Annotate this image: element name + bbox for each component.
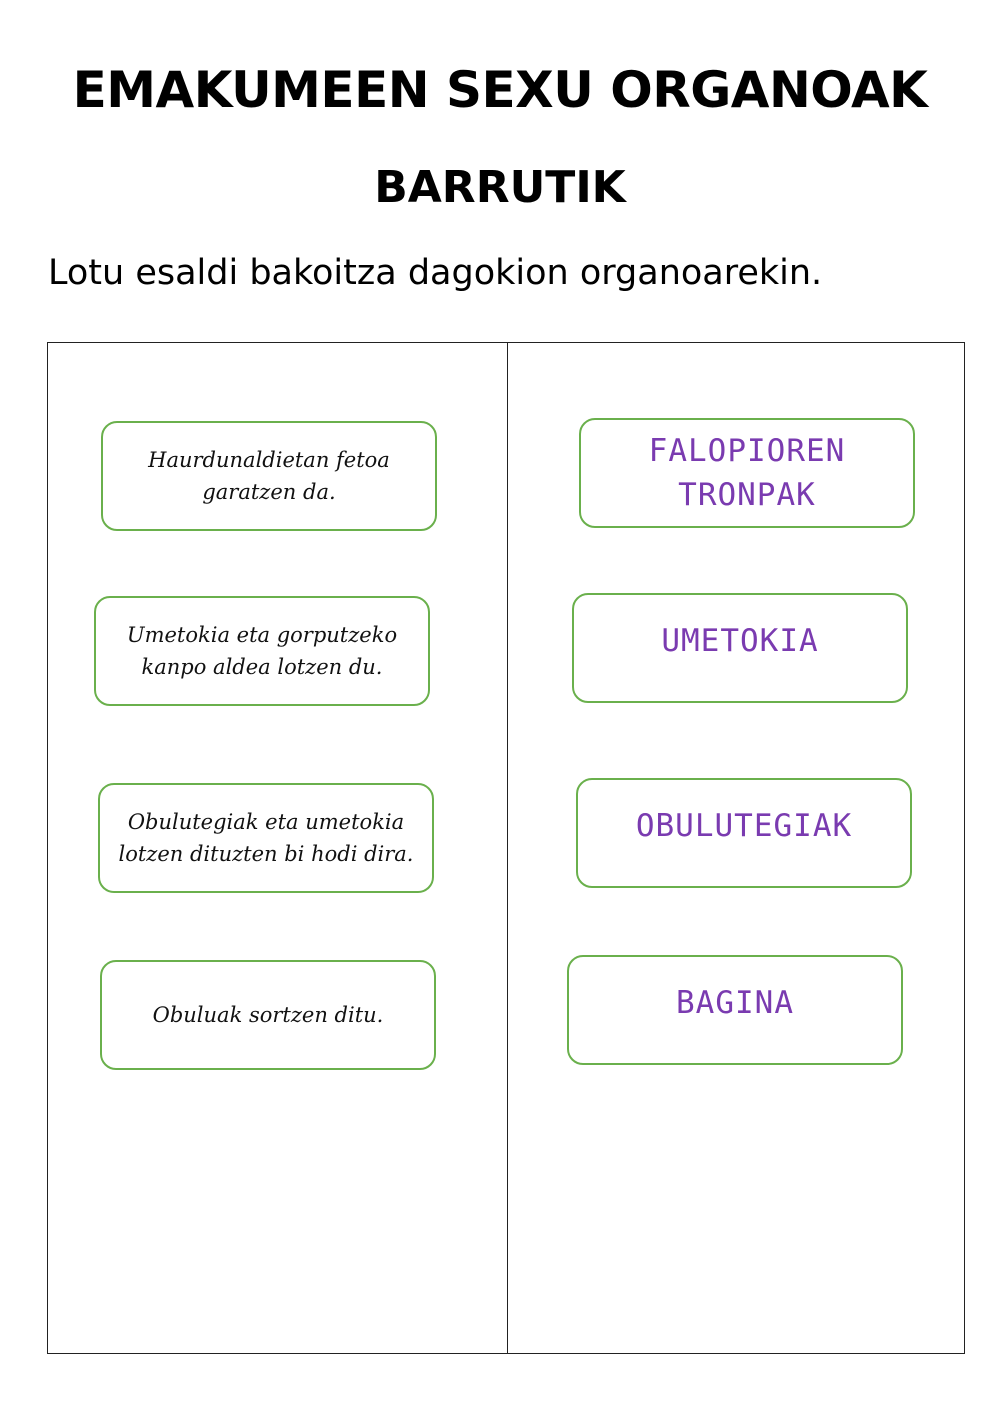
organ-card-3-line1: OBULUTEGIAK	[635, 808, 853, 844]
instruction-text: Lotu esaldi bakoitza dagokion organoarekin.	[48, 253, 823, 293]
organ-card-4-line1: BAGINA	[676, 985, 794, 1021]
page-title: EMAKUMEEN SEXU ORGANOAK	[72, 61, 928, 119]
organ-card-4[interactable]	[567, 955, 903, 1065]
sentence-card-3[interactable]	[98, 783, 434, 893]
sentence-card-1-line1: Haurdunaldietan fetoa	[148, 448, 390, 472]
column-divider	[507, 343, 508, 1353]
organ-card-1-line2: TRONPAK	[678, 477, 816, 513]
sentence-card-2[interactable]	[94, 596, 430, 706]
organ-card-2-line1: UMETOKIA	[661, 623, 819, 659]
sentence-card-4-line1: Obuluak sortzen ditu.	[152, 1003, 384, 1027]
organ-card-1-line1: FALOPIOREN	[648, 433, 846, 469]
matching-table	[47, 342, 965, 1354]
organ-card-1[interactable]	[579, 418, 915, 528]
sentence-card-3-line1: Obulutegiak eta umetokia	[127, 810, 405, 834]
organ-card-2[interactable]	[572, 593, 908, 703]
organ-card-3[interactable]	[576, 778, 912, 888]
sentence-card-2-line2: kanpo aldea lotzen du.	[141, 655, 383, 679]
sentence-card-4[interactable]	[100, 960, 436, 1070]
page-subtitle: BARRUTIK	[374, 162, 626, 213]
sentence-card-3-line2: lotzen dituzten bi hodi dira.	[118, 842, 414, 866]
sentence-card-1[interactable]	[101, 421, 437, 531]
sentence-card-1-line2: garatzen da.	[202, 480, 336, 504]
sentence-card-2-line1: Umetokia eta gorputzeko	[126, 623, 398, 647]
